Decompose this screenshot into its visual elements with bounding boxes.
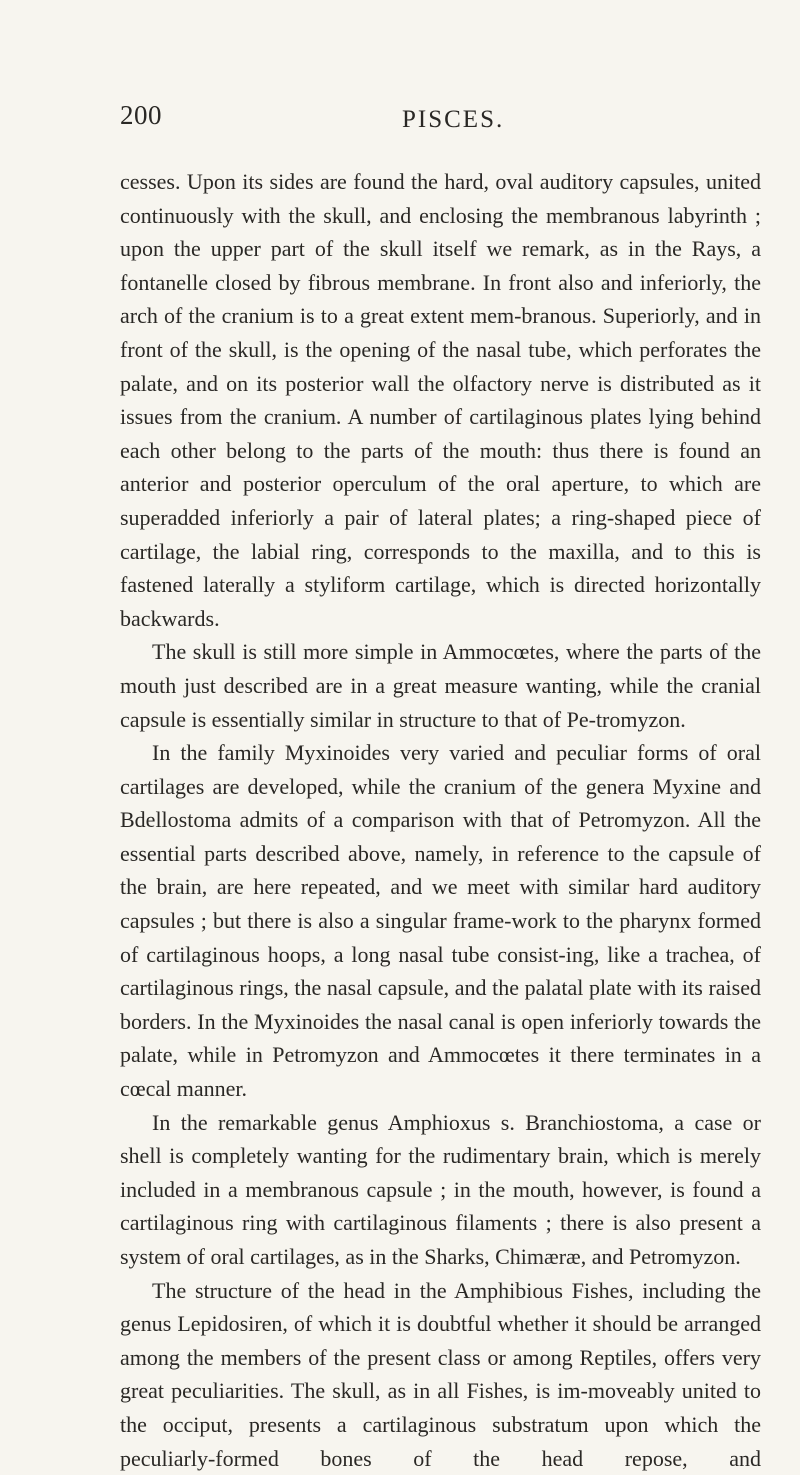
page-number: 200 [120,100,162,130]
running-head [120,100,760,136]
paragraph-amphibious-fishes: The structure of the head in the Amphibious Fishes, including the genus Lepidosiren, of which it is doubtful whether it should be arranged among the members of the present class or among Reptiles, offers very great peculiarities. The skull, as in all Fishes, is im-moveably united to the occiput, presents a cartilaginous substratum upon which the peculiarly-formed bones of the head repose, and [120,1277,761,1471]
paragraph-continued: cesses. Upon its sides are found the hard, oval auditory capsules, united continuously with the skull, and enclosing the membranous labyrinth ; upon the upper part of the skull itself we remark, as in the Rays, a fontanelle closed by fibrous membrane. In front also and inferiorly, the arch of the cranium is to a great extent mem-branous. Superiorly, and in front of the skull, is the opening of the nasal tube, which perforates the palate, and on its posterior wall the olfactory nerve is distributed as it issues from the cranium. A number of cartilaginous plates lying behind each other belong to the parts of the mouth: thus there is found an anterior and posterior operculum of the oral aperture, to which are superadded inferiorly a pair of lateral plates; a ring-shaped piece of cartilage, the labial ring, corresponds to the maxilla, and to this is fastened laterally a styliform cartilage, which is directed horizontally backwards. [120,169,761,631]
paragraph-myxinoides: In the family Myxinoides very varied and peculiar forms of oral cartilages are developed, while the cranium of the genera Myxine and Bdellostoma admits of a comparison with that of Petromyzon. All the essential parts described above, namely, in reference to the capsule of the brain, are here repeated, and we meet with similar hard auditory capsules ; but there is also a singular frame-work to the pharynx formed of cartilaginous hoops, a long nasal tube consist-ing, like a trachea, of cartilaginous rings, the nasal capsule, and the palatal plate with its raised borders. In the Myxinoides the nasal canal is open inferiorly towards the palate, while in Petromyzon and Ammocœtes it there terminates in a cœcal manner. [120,740,761,1102]
paragraph-amphioxus: In the remarkable genus Amphioxus s. Branchiostoma, a case or shell is completely wanting for the rudimentary brain, which is merely included in a membranous capsule ; in the mouth, however, is found a cartilaginous ring with cartilaginous filaments ; there is also present a system of oral cartilages, as in the Sharks, Chimæræ, and Petromyzon. [120,1109,761,1269]
paragraph-ammocoetes: The skull is still more simple in Ammocœtes, where the parts of the mouth just described are in a great measure wanting, while the cranial capsule is essentially similar in structure to that of Pe-tromyzon. [120,639,761,732]
body-text [120,165,761,1475]
running-title: PISCES. [402,106,505,133]
